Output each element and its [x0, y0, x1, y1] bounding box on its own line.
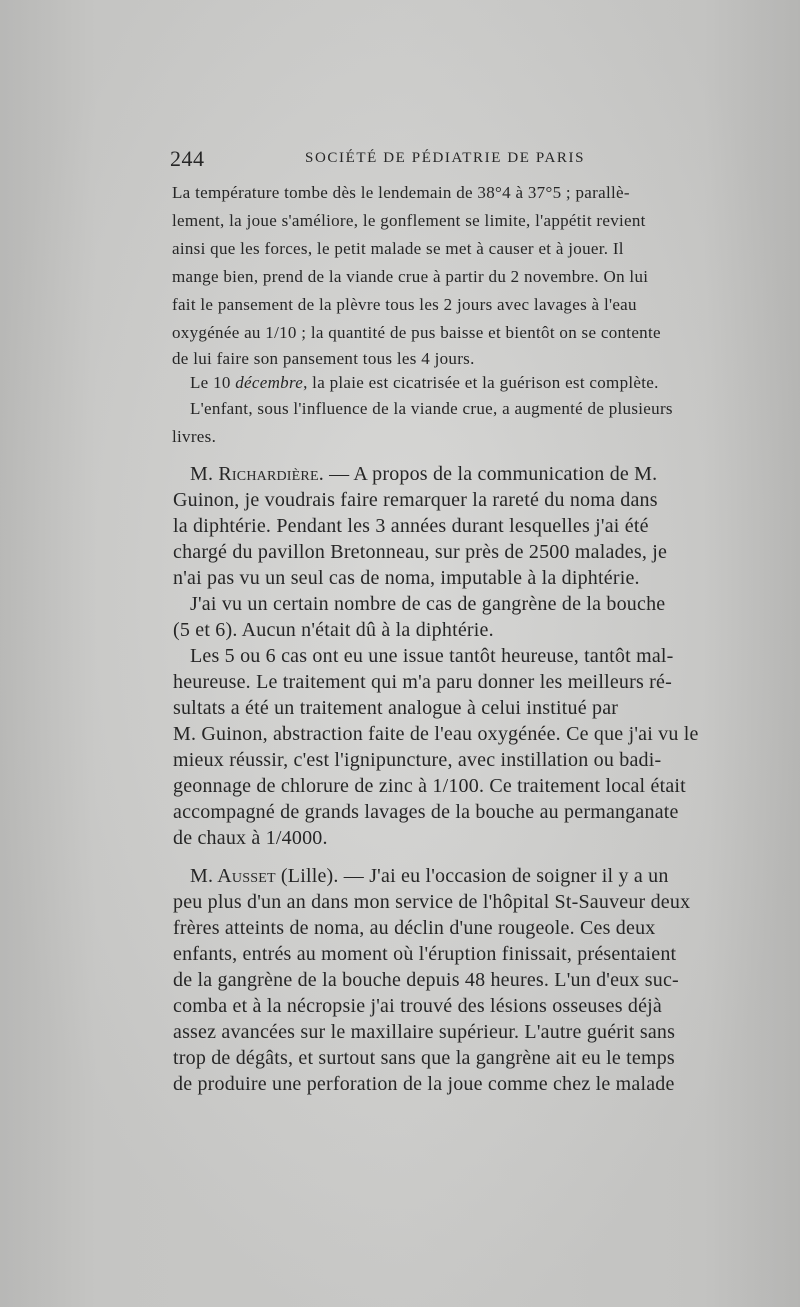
italic-date: décembre [235, 373, 304, 392]
text-line: de produire une perforation de la joue comme chez le malade [173, 1073, 675, 1095]
text-line [190, 464, 657, 484]
text-line: L'enfant, sous l'influence de la viande crue, a augmenté de plusieurs [190, 399, 673, 418]
running-title: SOCIÉTÉ DE PÉDIATRIE DE PARIS [305, 150, 586, 166]
text-line: n'ai pas vu un seul cas de noma, imputable à la diphtérie. [173, 567, 640, 589]
text-line: livres. [172, 427, 217, 446]
text-line: enfants, entrés au moment où l'éruption finissait, présentaient [173, 943, 677, 965]
text-fragment: Le 10 [190, 373, 236, 392]
text-line: (5 et 6). Aucun n'était dû à la diphtérie. [173, 619, 494, 641]
text-fragment: — A propos de la communication de M. [323, 463, 658, 485]
text-line: mieux réussir, c'est l'ignipuncture, avec instillation ou badi- [173, 749, 662, 771]
text-line: J'ai vu un certain nombre de cas de gangrène de la bouche [190, 593, 666, 615]
text-line: Les 5 ou 6 cas ont eu une issue tantôt heureuse, tantôt mal- [190, 645, 674, 667]
speaker-name: M. Ausset [190, 865, 276, 887]
text-fragment: , la plaie est cicatrisée et la guérison est complète. [303, 373, 659, 392]
text-line: ainsi que les forces, le petit malade se met à causer et à jouer. Il [172, 239, 624, 258]
text-line [190, 866, 669, 886]
text-line: chargé du pavillon Bretonneau, sur près de 2500 malades, je [173, 541, 668, 563]
page-number: 244 [170, 146, 205, 171]
text-line: lement, la joue s'améliore, le gonflement se limite, l'appétit revient [172, 211, 646, 230]
text-fragment: (Lille). — J'ai eu l'occasion de soigner il y a un [275, 865, 669, 887]
text-line: oxygénée au 1/10 ; la quantité de pus baisse et bientôt on se contente [172, 323, 661, 342]
text-line: de la gangrène de la bouche depuis 48 heures. L'un d'eux suc- [173, 969, 679, 991]
text-line: peu plus d'un an dans mon service de l'hôpital St-Sauveur deux [173, 891, 691, 913]
text-line: Guinon, je voudrais faire remarquer la rareté du noma dans [173, 489, 658, 511]
text-line [190, 374, 659, 391]
text-line: trop de dégâts, et surtout sans que la gangrène ait eu le temps [173, 1047, 675, 1069]
text-line: La température tombe dès le lendemain de 38°4 à 37°5 ; parallè- [172, 183, 630, 202]
text-line: de chaux à 1/4000. [173, 827, 328, 849]
text-line: sultats a été un traitement analogue à celui institué par [173, 697, 619, 719]
text-line: de lui faire son pansement tous les 4 jours. [172, 349, 475, 368]
text-line: mange bien, prend de la viande crue à partir du 2 novembre. On lui [172, 267, 649, 286]
text-line: la diphtérie. Pendant les 3 années durant lesquelles j'ai été [173, 515, 649, 537]
text-line: frères atteints de noma, au déclin d'une rougeole. Ces deux [173, 917, 656, 939]
page-header [170, 146, 730, 176]
text-line: M. Guinon, abstraction faite de l'eau oxygénée. Ce que j'ai vu le [173, 723, 699, 745]
text-line: geonnage de chlorure de zinc à 1/100. Ce traitement local était [173, 775, 686, 797]
text-line: fait le pansement de la plèvre tous les 2 jours avec lavages à l'eau [172, 295, 637, 314]
text-line: heureuse. Le traitement qui m'a paru donner les meilleurs ré- [173, 671, 672, 693]
text-line: comba et à la nécropsie j'ai trouvé des lésions osseuses déjà [173, 995, 662, 1017]
text-line: accompagné de grands lavages de la bouche au permanganate [173, 801, 679, 823]
speaker-name: M. Richardière. [190, 463, 324, 485]
text-line: assez avancées sur le maxillaire supérieur. L'autre guérit sans [173, 1021, 676, 1043]
